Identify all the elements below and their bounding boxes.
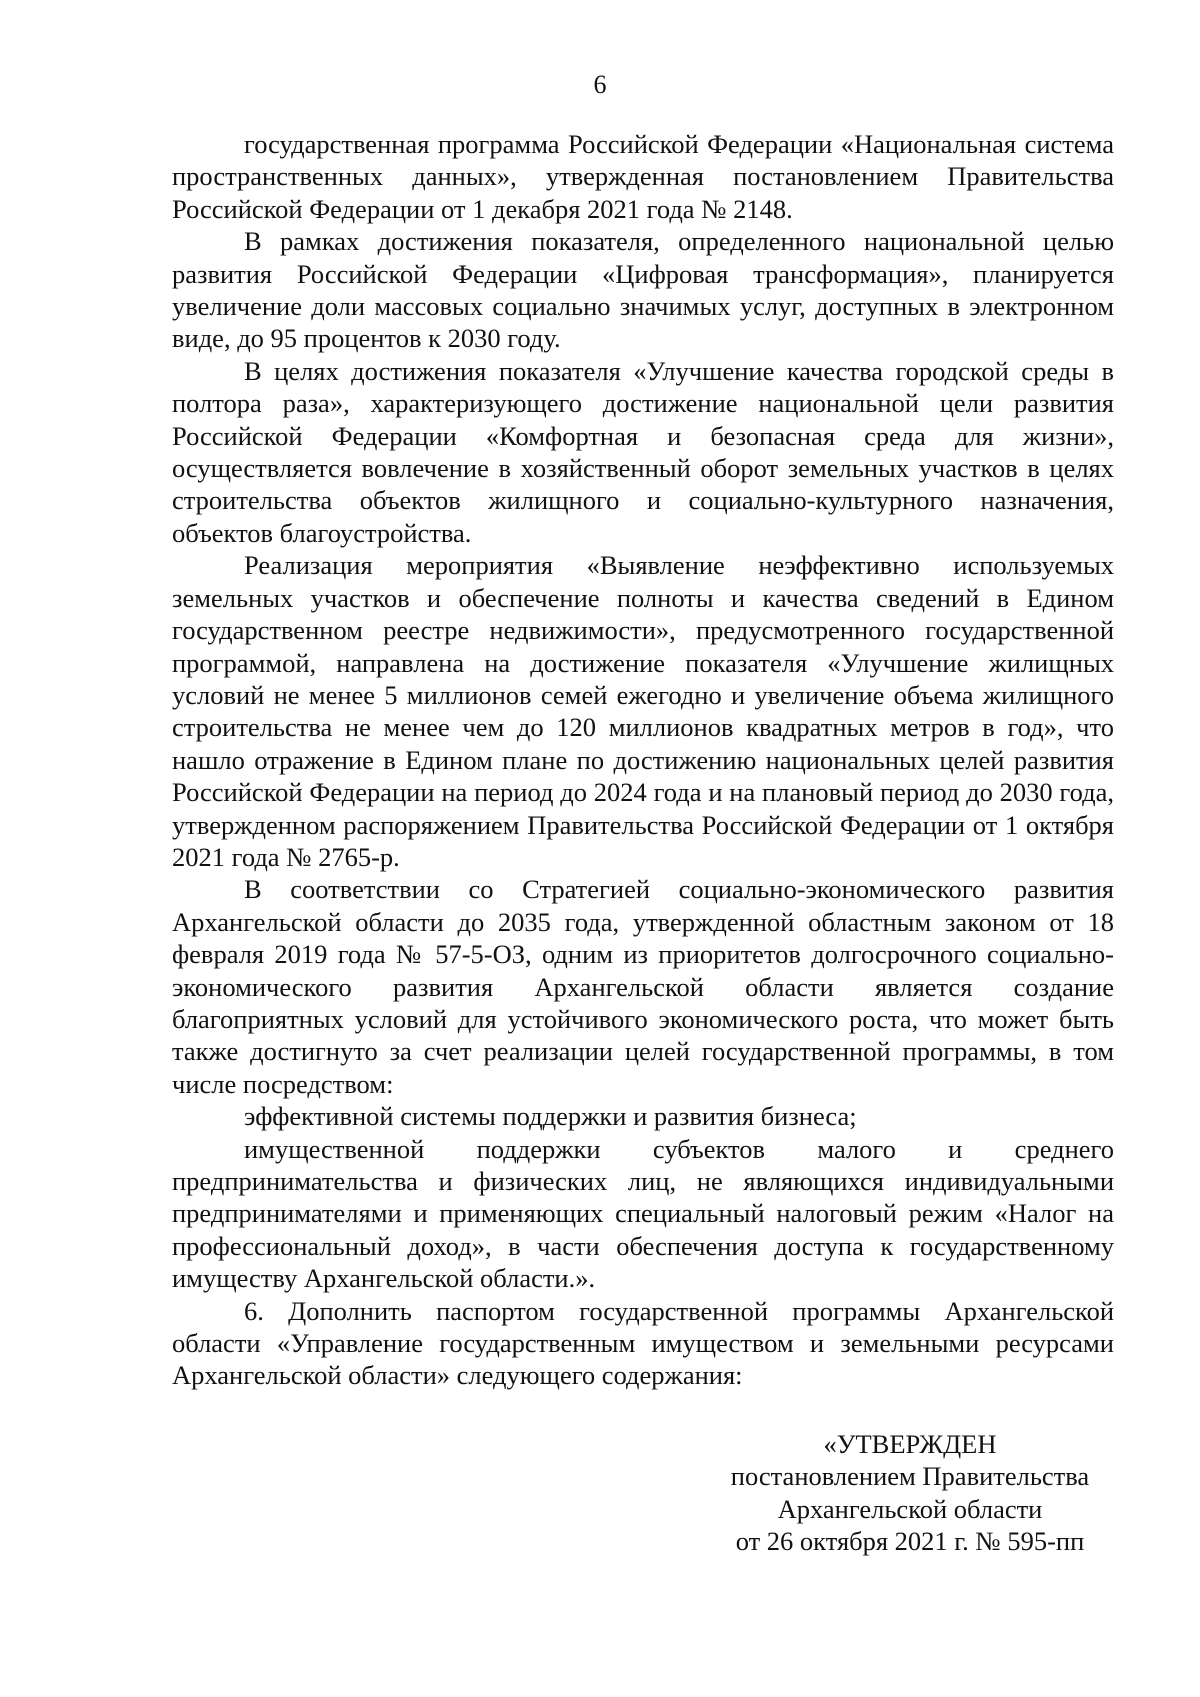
approval-authority: постановлением Правительства [730, 1461, 1090, 1492]
paragraph-regional-strategy: В соответствии со Стратегией социально-экономического развития Архангельской области до 2035 года, утвержденной областным законом от 18 февраля 2019 года № 57-5-ОЗ, одним из приоритетов долгосрочного социально-экономического развития Архангельской области является создание благоприятных условий для устойчивого экономического роста, что может быть также достигнуто за счет реализации целей государственной программы, в том числе посредством: [172, 874, 1114, 1099]
approval-stamp-block [690, 1428, 1130, 1558]
paragraph-property-support: имущественной поддержки субъектов малого и среднего предпринимательства и физических лиц, не являющихся индивидуальными предпринимателями и применяющих специальный налоговый режим «Налог на профессиональный доход», в части обеспечения доступа к государственному имуществу Архангельской области.». [172, 1133, 1114, 1294]
paragraph-urban-environment: В целях достижения показателя «Улучшение качества городской среды в полтора раза», характеризующего достижение национальной цели развития Российской Федерации «Комфортная и безопасная среда для жизни», осуществляется вовлечение в хозяйственный оборот земельных участков в целях строительства объектов жилищного и социально-культурного назначения, объектов благоустройства. [172, 355, 1114, 548]
paragraph-business-support: эффективной системы поддержки и развития бизнеса; [244, 1101, 857, 1132]
page-number: 6 [593, 70, 607, 99]
approval-title: «УТВЕРЖДЕН [823, 1429, 997, 1459]
paragraph-program-spatial-data: государственная программа Российской Федерации «Национальная система пространственных данных», утвержденная постановлением Правительства Российской Федерации от 1 декабря 2021 года № 2148. [172, 129, 1114, 224]
approval-date-number: от 26 октября 2021 г. № 595-пп [735, 1526, 1085, 1557]
approval-region: Архангельской области [777, 1493, 1043, 1524]
document-body [172, 128, 1114, 1392]
paragraph-item-6: 6. Дополнить паспортом государственной программы Архангельской области «Управление государственным имуществом и земельными ресурсами Архангельской области» следующего содержания: [172, 1295, 1114, 1391]
paragraph-land-plots-measure: Реализация мероприятия «Выявление неэффективно используемых земельных участков и обеспечение полноты и качества сведений в Едином государственном реестре недвижимости», предусмотренного государственной программой, направлена на достижение показателя «Улучшение жилищных условий не менее 5 миллионов семей ежегодно и увеличение объема жилищного строительства не менее чем до 120 миллионов квадратных метров в год», что нашло отражение в Едином плане по достижению национальных целей развития Российской Федерации на период до 2024 года и на плановый период до 2030 года, утвержденном распоряжением Правительства Российской Федерации от 1 октября 2021 года № 2765-р. [172, 550, 1114, 872]
paragraph-digital-transformation: В рамках достижения показателя, определенного национальной целью развития Российской Федерации «Цифровая трансформация», планируется увеличение доли массовых социально значимых услуг, доступных в электронном виде, до 95 процентов к 2030 году. [172, 226, 1114, 354]
